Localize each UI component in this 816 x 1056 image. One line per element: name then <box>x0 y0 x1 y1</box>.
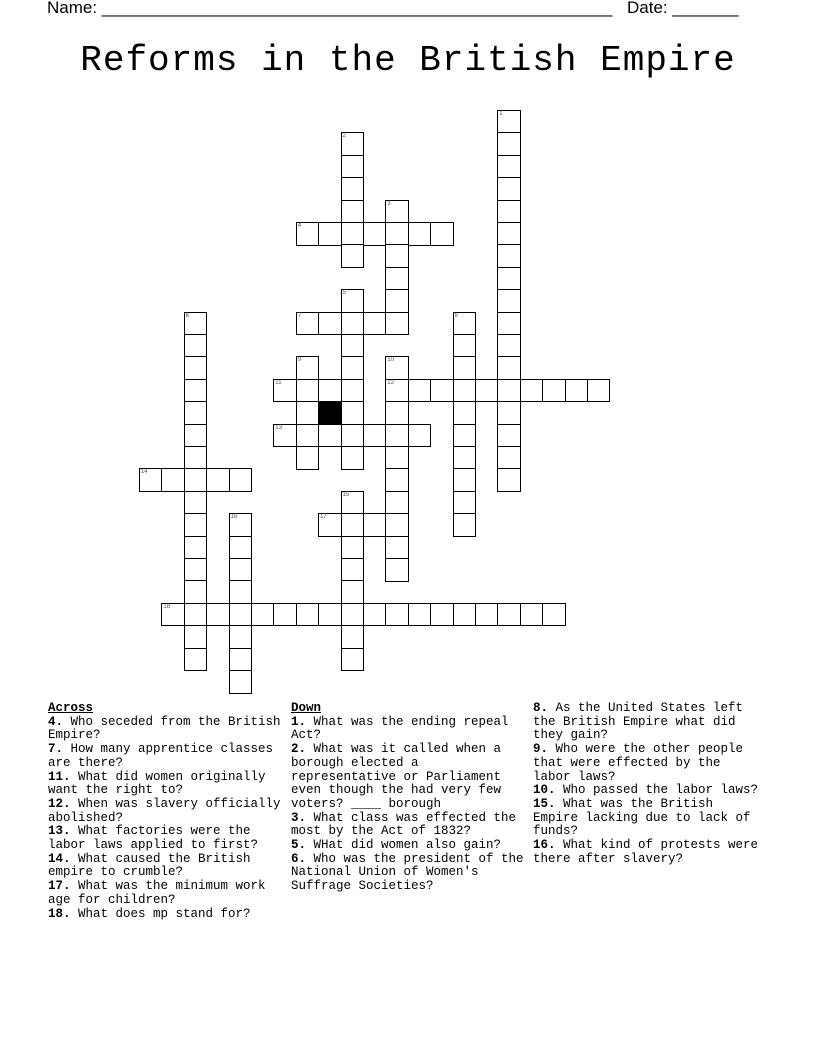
clue-item <box>291 716 526 743</box>
grid-cell[interactable] <box>296 401 320 425</box>
clue-text: When was slavery officially abolished? <box>48 796 281 825</box>
clue-item <box>291 812 526 839</box>
clue-item <box>48 853 288 880</box>
grid-cell[interactable] <box>475 379 499 403</box>
grid-cell[interactable] <box>296 379 320 403</box>
grid-cell[interactable] <box>385 401 409 425</box>
clue-text: What class was effected the most by the Act of 1832? <box>291 810 517 839</box>
grid-cell[interactable] <box>184 625 208 649</box>
grid-cell[interactable] <box>139 468 163 492</box>
grid-cell[interactable] <box>341 222 365 246</box>
grid-cell[interactable] <box>229 648 253 672</box>
grid-cell[interactable] <box>430 379 454 403</box>
across-clue-list <box>48 716 288 922</box>
grid-cell[interactable] <box>385 513 409 537</box>
clue-text: Who was the president of the National Union of Women's Suffrage Societies? <box>291 851 524 894</box>
clue-text: What does mp stand for? <box>70 906 251 921</box>
clue-number: 10 <box>387 357 394 364</box>
grid-cell[interactable] <box>273 424 297 448</box>
clue-text: What did women originally want the right to? <box>48 769 266 798</box>
across-clues <box>48 702 288 921</box>
grid-cell[interactable] <box>318 424 342 448</box>
grid-cell[interactable] <box>497 401 521 425</box>
clue-item <box>291 839 526 853</box>
grid-cell[interactable] <box>184 379 208 403</box>
clue-text: What kind of protests were there after slavery? <box>533 838 759 866</box>
grid-cell[interactable] <box>430 222 454 246</box>
name-field[interactable]: Name: ______________________________________________________ <box>47 0 613 17</box>
clue-item <box>533 702 765 743</box>
clue-number: 1 <box>499 111 503 117</box>
grid-cell[interactable] <box>385 267 409 291</box>
clue-number-label: 9. <box>533 742 549 757</box>
grid-cell[interactable] <box>341 648 365 672</box>
grid-cell[interactable] <box>318 312 342 336</box>
grid-cell[interactable] <box>497 155 521 179</box>
grid-cell[interactable] <box>497 222 521 246</box>
grid-cell[interactable] <box>385 558 409 582</box>
clue-item <box>48 743 288 770</box>
grid-cell[interactable] <box>184 468 208 492</box>
clue-item <box>533 784 765 798</box>
clue-number-label: 18. <box>48 906 71 921</box>
clue-item <box>533 798 765 839</box>
grid-cell[interactable] <box>296 446 320 470</box>
down-heading: Down <box>291 701 322 715</box>
grid-cell[interactable] <box>363 222 387 246</box>
grid-cell[interactable] <box>408 424 432 448</box>
clue-number: 17 <box>320 514 327 521</box>
grid-cell[interactable] <box>296 312 320 336</box>
clue-text: What factories were the labor laws applied to first? <box>48 824 259 853</box>
grid-cell[interactable] <box>497 289 521 313</box>
grid-cell[interactable] <box>318 513 342 537</box>
grid-cell[interactable] <box>520 603 544 627</box>
grid-cell[interactable] <box>385 446 409 470</box>
grid-cell[interactable] <box>408 222 432 246</box>
clue-number: 4 <box>297 223 302 229</box>
grid-cell[interactable] <box>408 379 432 403</box>
clue-number-label: 8. <box>533 701 549 715</box>
grid-block <box>318 401 342 425</box>
clue-text: What was the ending repeal Act? <box>291 714 509 743</box>
grid-cell[interactable] <box>341 155 365 179</box>
clue-text: As the United States left the British Empire what did they gain? <box>533 701 744 743</box>
clue-text: WHat did women also gain? <box>306 838 502 853</box>
grid-cell[interactable] <box>341 536 365 560</box>
grid-cell[interactable] <box>453 356 477 380</box>
grid-cell[interactable] <box>542 603 566 627</box>
grid-cell[interactable] <box>184 312 208 336</box>
grid-cell[interactable] <box>206 468 230 492</box>
grid-cell[interactable] <box>229 536 253 560</box>
clue-number-label: 6. <box>291 851 307 866</box>
grid-cell[interactable] <box>161 603 185 627</box>
clue-number: 6 <box>185 312 190 319</box>
clue-number: 8 <box>454 312 458 319</box>
grid-cell[interactable] <box>341 132 365 156</box>
clue-number: 16 <box>230 514 238 521</box>
grid-cell[interactable] <box>385 356 409 380</box>
grid-cell[interactable] <box>497 379 521 403</box>
grid-cell[interactable] <box>497 110 521 134</box>
clue-number: 13 <box>275 424 282 431</box>
grid-cell[interactable] <box>497 468 521 492</box>
grid-cell[interactable] <box>341 446 365 470</box>
clue-item <box>48 908 288 922</box>
grid-cell[interactable] <box>497 312 521 336</box>
down-clues-continued <box>533 702 765 866</box>
clue-number: 11 <box>275 379 282 386</box>
grid-cell[interactable] <box>341 491 365 515</box>
grid-cell[interactable] <box>497 356 521 380</box>
grid-cell[interactable] <box>229 625 253 649</box>
grid-cell[interactable] <box>542 379 566 403</box>
clue-number: 9 <box>297 357 302 364</box>
grid-cell[interactable] <box>318 222 342 246</box>
clue-text: What was it called when a borough elected a representative or Parliament even though the had very few voters? ____ borough <box>291 742 502 811</box>
grid-cell[interactable] <box>184 536 208 560</box>
grid-cell[interactable] <box>273 379 297 403</box>
clue-number-label: 7. <box>48 742 64 757</box>
clue-number-label: 16. <box>533 838 556 853</box>
grid-cell[interactable] <box>497 200 521 224</box>
clue-number-label: 2. <box>291 742 307 757</box>
grid-cell[interactable] <box>453 513 477 537</box>
grid-cell[interactable] <box>385 200 409 224</box>
clue-number-label: 15. <box>533 796 556 811</box>
clue-number-label: 17. <box>48 879 71 894</box>
grid-cell[interactable] <box>497 244 521 268</box>
grid-cell[interactable] <box>497 334 521 358</box>
clue-item <box>48 771 288 798</box>
grid-cell[interactable] <box>385 424 409 448</box>
clue-item <box>48 825 288 852</box>
grid-cell[interactable] <box>341 513 365 537</box>
grid-cell[interactable] <box>341 334 365 358</box>
grid-cell[interactable] <box>475 603 499 627</box>
grid-cell[interactable] <box>341 625 365 649</box>
clue-number-label: 11. <box>48 769 71 784</box>
grid-cell[interactable] <box>318 603 342 627</box>
grid-cell[interactable] <box>341 401 365 425</box>
grid-cell[interactable] <box>453 379 477 403</box>
grid-cell[interactable] <box>385 491 409 515</box>
grid-cell[interactable] <box>520 379 544 403</box>
grid-cell[interactable] <box>341 356 365 380</box>
grid-cell[interactable] <box>161 468 185 492</box>
grid-cell[interactable] <box>318 379 342 403</box>
clue-number: 3 <box>387 200 391 207</box>
grid-cell[interactable] <box>184 491 208 515</box>
grid-cell[interactable] <box>385 468 409 492</box>
grid-cell[interactable] <box>184 648 208 672</box>
clue-number-label: 3. <box>291 810 307 825</box>
clue-number: 18 <box>163 603 170 610</box>
grid-cell[interactable] <box>565 379 589 403</box>
clue-number-label: 14. <box>48 851 71 866</box>
grid-cell[interactable] <box>453 491 477 515</box>
grid-cell[interactable] <box>341 379 365 403</box>
grid-cell[interactable] <box>497 446 521 470</box>
grid-cell[interactable] <box>453 424 477 448</box>
grid-cell[interactable] <box>385 244 409 268</box>
clue-number-label: 13. <box>48 824 71 839</box>
grid-cell[interactable] <box>296 356 320 380</box>
grid-cell[interactable] <box>229 558 253 582</box>
clue-text: How many apprentice classes are there? <box>48 742 274 770</box>
grid-cell[interactable] <box>385 222 409 246</box>
grid-cell[interactable] <box>341 312 365 336</box>
grid-cell[interactable] <box>341 177 365 201</box>
grid-cell[interactable] <box>385 536 409 560</box>
grid-cell[interactable] <box>363 513 387 537</box>
clue-number: 15 <box>342 491 350 498</box>
grid-cell[interactable] <box>341 200 365 224</box>
grid-cell[interactable] <box>341 558 365 582</box>
grid-cell[interactable] <box>296 603 320 627</box>
grid-cell[interactable] <box>453 401 477 425</box>
grid-cell[interactable] <box>229 580 253 604</box>
clue-number-label: 5. <box>291 838 307 853</box>
grid-cell[interactable] <box>363 424 387 448</box>
grid-cell[interactable] <box>341 603 365 627</box>
clue-text: Who seceded from the British Empire? <box>48 714 281 743</box>
grid-cell[interactable] <box>184 356 208 380</box>
grid-cell[interactable] <box>385 312 409 336</box>
grid-cell[interactable] <box>453 603 477 627</box>
clue-item <box>48 880 288 907</box>
grid-cell[interactable] <box>497 177 521 201</box>
clue-text: What caused the British empire to crumble? <box>48 851 251 880</box>
page-title: Reforms in the British Empire <box>80 40 736 81</box>
clue-item <box>291 853 526 894</box>
grid-cell[interactable] <box>587 379 611 403</box>
grid-cell[interactable] <box>184 446 208 470</box>
down-clues <box>291 702 526 894</box>
clue-text: What was the British Empire lacking due to lack of funds? <box>533 796 751 839</box>
grid-cell[interactable] <box>453 468 477 492</box>
grid-cell[interactable] <box>453 312 477 336</box>
clue-number: 2 <box>342 133 346 140</box>
grid-cell[interactable] <box>184 424 208 448</box>
grid-cell[interactable] <box>184 558 208 582</box>
grid-cell[interactable] <box>184 513 208 537</box>
across-heading: Across <box>48 701 94 715</box>
grid-cell[interactable] <box>273 603 297 627</box>
grid-cell[interactable] <box>363 603 387 627</box>
grid-cell[interactable] <box>497 267 521 291</box>
grid-cell[interactable] <box>341 580 365 604</box>
grid-cell[interactable] <box>184 603 208 627</box>
clue-number: 7 <box>297 312 302 319</box>
grid-cell[interactable] <box>497 603 521 627</box>
grid-cell[interactable] <box>229 603 253 627</box>
clue-text: Who were the other people that were effected by the labor laws? <box>533 742 744 784</box>
clue-item <box>48 798 288 825</box>
grid-cell[interactable] <box>497 132 521 156</box>
grid-cell[interactable] <box>385 603 409 627</box>
down-clue-list <box>291 716 526 894</box>
grid-cell[interactable] <box>385 379 409 403</box>
grid-cell[interactable] <box>229 670 253 694</box>
clue-number-label: 1. <box>291 714 307 729</box>
clue-number-label: 10. <box>533 783 556 798</box>
down-clue-list-continued <box>533 702 765 866</box>
grid-cell[interactable] <box>229 513 253 537</box>
grid-cell[interactable] <box>184 580 208 604</box>
grid-cell[interactable] <box>251 603 275 627</box>
grid-cell[interactable] <box>453 334 477 358</box>
clue-text: What was the minimum work age for children? <box>48 879 266 907</box>
clue-text: Who passed the labor laws? <box>555 783 759 798</box>
grid-cell[interactable] <box>296 222 320 246</box>
clue-number-label: 12. <box>48 796 71 811</box>
clue-number-label: 4. <box>48 714 64 729</box>
grid-cell[interactable] <box>497 424 521 448</box>
date-field[interactable]: Date: _______ <box>627 0 739 17</box>
clue-number: 5 <box>342 290 346 297</box>
grid-cell[interactable] <box>341 424 365 448</box>
grid-cell[interactable] <box>453 446 477 470</box>
grid-cell[interactable] <box>296 424 320 448</box>
clue-item <box>533 743 765 784</box>
clue-number: 12 <box>387 379 394 386</box>
grid-cell[interactable] <box>341 244 365 268</box>
grid-cell[interactable] <box>385 289 409 313</box>
clue-item <box>291 743 526 812</box>
grid-cell[interactable] <box>206 603 230 627</box>
grid-cell[interactable] <box>341 289 365 313</box>
grid-cell[interactable] <box>363 312 387 336</box>
clue-item <box>48 716 288 743</box>
clue-number: 14 <box>140 469 148 476</box>
grid-cell[interactable] <box>229 468 253 492</box>
grid-cell[interactable] <box>430 603 454 627</box>
grid-cell[interactable] <box>184 334 208 358</box>
clue-item <box>533 839 765 866</box>
grid-cell[interactable] <box>184 401 208 425</box>
grid-cell[interactable] <box>408 603 432 627</box>
